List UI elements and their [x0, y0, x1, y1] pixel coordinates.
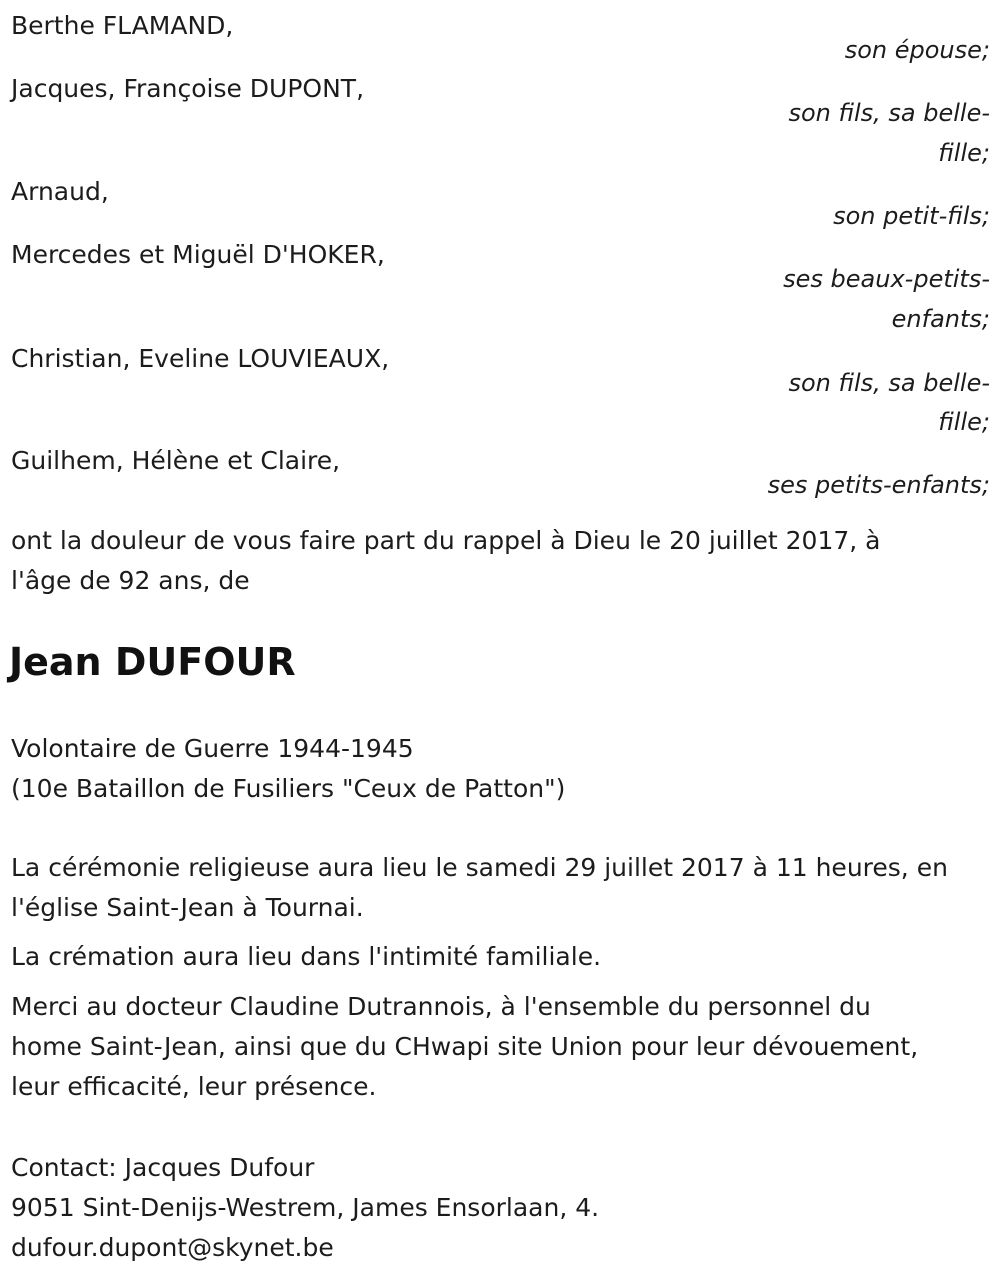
contact-email-link[interactable]: dufour.dupont@skynet.be — [11, 1233, 334, 1262]
family-names-5: Christian, Eveline LOUVIEAUX, — [11, 344, 390, 373]
announcement-line-2: l'âge de 92 ans, de — [11, 566, 250, 595]
thanks-line-1: Merci au docteur Claudine Dutrannois, à l'ensemble du personnel du — [11, 992, 871, 1021]
contact-name: Contact: Jacques Dufour — [11, 1153, 315, 1182]
family-relation-2b: fille; — [938, 139, 990, 167]
contact-address: 9051 Sint-Denijs-Westrem, James Ensorlaan, 4. — [11, 1193, 600, 1222]
thanks-line-2: home Saint-Jean, ainsi que du CHwapi site Union pour leur dévouement, — [11, 1032, 919, 1061]
family-names-6: Guilhem, Hélène et Claire, — [11, 446, 341, 475]
family-relation-2a: son fils, sa belle- — [788, 99, 990, 127]
ceremony-line-1: La cérémonie religieuse aura lieu le samedi 29 juillet 2017 à 11 heures, en — [11, 853, 948, 882]
family-relation-6: ses petits-enfants; — [767, 471, 990, 499]
family-relation-5a: son fils, sa belle- — [788, 369, 990, 397]
family-names-2: Jacques, Françoise DUPONT, — [11, 74, 365, 103]
announcement-line-1: ont la douleur de vous faire part du rappel à Dieu le 20 juillet 2017, à — [11, 526, 881, 555]
family-relation-5b: fille; — [938, 408, 990, 436]
ceremony-line-2: l'église Saint-Jean à Tournai. — [11, 893, 364, 922]
deceased-name: Jean DUFOUR — [9, 640, 296, 684]
service-line-2: (10e Bataillon de Fusiliers "Ceux de Patton") — [11, 774, 566, 803]
family-relation-1: son épouse; — [844, 36, 990, 64]
family-relation-4a: ses beaux-petits- — [783, 265, 990, 293]
cremation-line: La crémation aura lieu dans l'intimité familiale. — [11, 942, 602, 971]
family-names-3: Arnaud, — [11, 177, 109, 206]
thanks-line-3: leur efficacité, leur présence. — [11, 1072, 377, 1101]
family-relation-3: son petit-fils; — [833, 202, 990, 230]
contact-email-row — [11, 1228, 334, 1268]
service-line-1: Volontaire de Guerre 1944-1945 — [11, 734, 414, 763]
family-names-4: Mercedes et Miguël D'HOKER, — [11, 240, 385, 269]
family-names-1: Berthe FLAMAND, — [11, 11, 234, 40]
family-relation-4b: enfants; — [891, 305, 990, 333]
